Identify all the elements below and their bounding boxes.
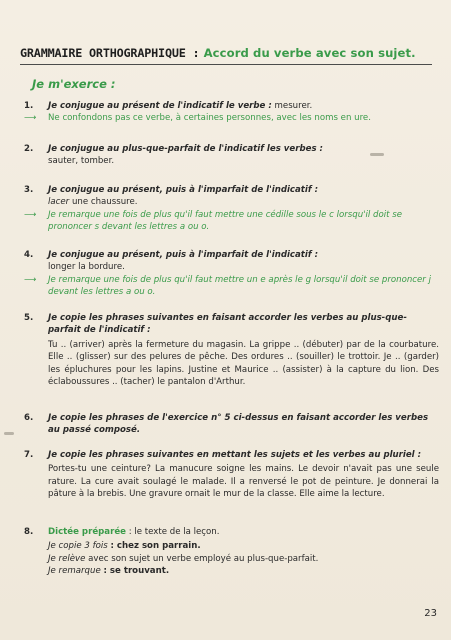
exercise-instruction: Je conjugue au présent de l'indicatif le verbe : <box>48 101 272 111</box>
exercise-6 <box>24 412 439 437</box>
dictation-line <box>48 540 439 552</box>
exercise-8 <box>24 526 439 578</box>
paper-smudge <box>370 153 384 156</box>
exercise-instruction: Je copie les phrases suivantes en faisant accorder les verbes au plus-que-parfait de l'indicatif : <box>48 313 407 336</box>
exercise-number: 2. <box>24 144 34 154</box>
dictation-line <box>48 565 439 577</box>
exercise-number: 3. <box>24 185 34 195</box>
exercise-number: 7. <box>24 450 34 460</box>
exercise-number: 6. <box>24 413 34 423</box>
exercise-verb: lacer <box>48 197 70 208</box>
paper-smudge <box>4 432 14 435</box>
exercise-1 <box>24 100 439 125</box>
page-title <box>20 46 440 60</box>
exercise-line: une chaussure. <box>71 197 138 208</box>
exercise-instruction: Je copie les phrases de l'exercice n° 5 ci-dessus en faisant accorder les verbes au passé composé. <box>48 413 429 436</box>
dictation-line-lead: Je remarque <box>48 566 101 577</box>
exercise-note: Je remarque une fois de plus qu'il faut mettre une cédille sous le c lorsqu'il doit se prononcer s devant les lettres a ou o. <box>48 209 402 233</box>
exercise-number: 1. <box>24 101 34 111</box>
exercise-instruction: Je copie les phrases suivantes en mettant les sujets et les verbes au pluriel : <box>48 450 422 460</box>
arrow-icon: ⟶ <box>24 274 37 285</box>
exercise-line: sauter, tomber. <box>48 156 115 167</box>
title-topic: Accord du verbe avec son sujet. <box>203 46 416 60</box>
section-heading: Je m'exerce : <box>32 77 116 91</box>
exercise-instruction: Je conjugue au présent, puis à l'imparfait de l'indicatif : <box>48 185 319 195</box>
exercise-4 <box>24 249 439 299</box>
exercise-5 <box>24 312 439 388</box>
exercise-text: Tu .. (arriver) après la fermeture du magasin. La grippe .. (débuter) par de la courbature. Elle .. (glisser) sur des pelures de pêche. Des ordures .. (souiller) le trottoir. Je .. (garder) les épluchures pour les lapins. Justine et Maurice .. (assister) à la capture du lion. Des éclaboussures .. (tacher) le pantalon d'Arthur. <box>48 339 439 388</box>
arrow-icon: ⟶ <box>24 113 37 124</box>
dictation-heading: Dictée préparée <box>48 527 126 537</box>
page-number: 23 <box>424 608 437 619</box>
exercise-text: Portes-tu une ceinture? La manucure soigne les mains. Le devoir n'avait pas une seule rature. La cure avait soulagé le malade. Il a renversé le pot de peinture. Je donnerai la pâture à la brebis. Une gravure ornait le mur de la classe. Elle aime la lecture. <box>48 464 439 500</box>
dictation-line-text: avec son sujet un verbe employé au plus-que-parfait. <box>88 553 319 564</box>
dictation-line-lead: Je copie 3 fois <box>48 541 108 552</box>
exercise-note: Je remarque une fois de plus qu'il faut mettre un e après le g lorsqu'il doit se prononcer j devant les lettres a ou o. <box>48 274 431 298</box>
exercise-number: 5. <box>24 313 34 323</box>
exercise-note: Ne confondons pas ce verbe, à certaines personnes, avec les noms en ure. <box>48 113 371 124</box>
dictation-line <box>48 553 439 565</box>
arrow-icon: ⟶ <box>24 209 37 220</box>
exercise-instruction: Je conjugue au plus-que-parfait de l'indicatif les verbes : <box>48 144 323 154</box>
title-lead: GRAMMAIRE ORTHOGRAPHIQUE : <box>20 46 200 60</box>
instruction-tail: mesurer. <box>274 101 313 111</box>
exercise-line: longer la bordure. <box>48 262 125 273</box>
dictation-line-text: : chez son parrain. <box>110 541 201 552</box>
exercise-number: 4. <box>24 250 34 260</box>
exercise-7 <box>24 449 439 501</box>
dictation-line-lead: Je relève <box>48 553 86 564</box>
exercise-3 <box>24 184 439 234</box>
title-underline <box>20 64 432 65</box>
dictation-line-text: : se trouvant. <box>103 566 170 577</box>
exercise-instruction: Je conjugue au présent, puis à l'imparfait de l'indicatif : <box>48 250 319 260</box>
dictation-heading-tail: : le texte de la leçon. <box>128 527 220 537</box>
exercise-number: 8. <box>24 527 34 537</box>
